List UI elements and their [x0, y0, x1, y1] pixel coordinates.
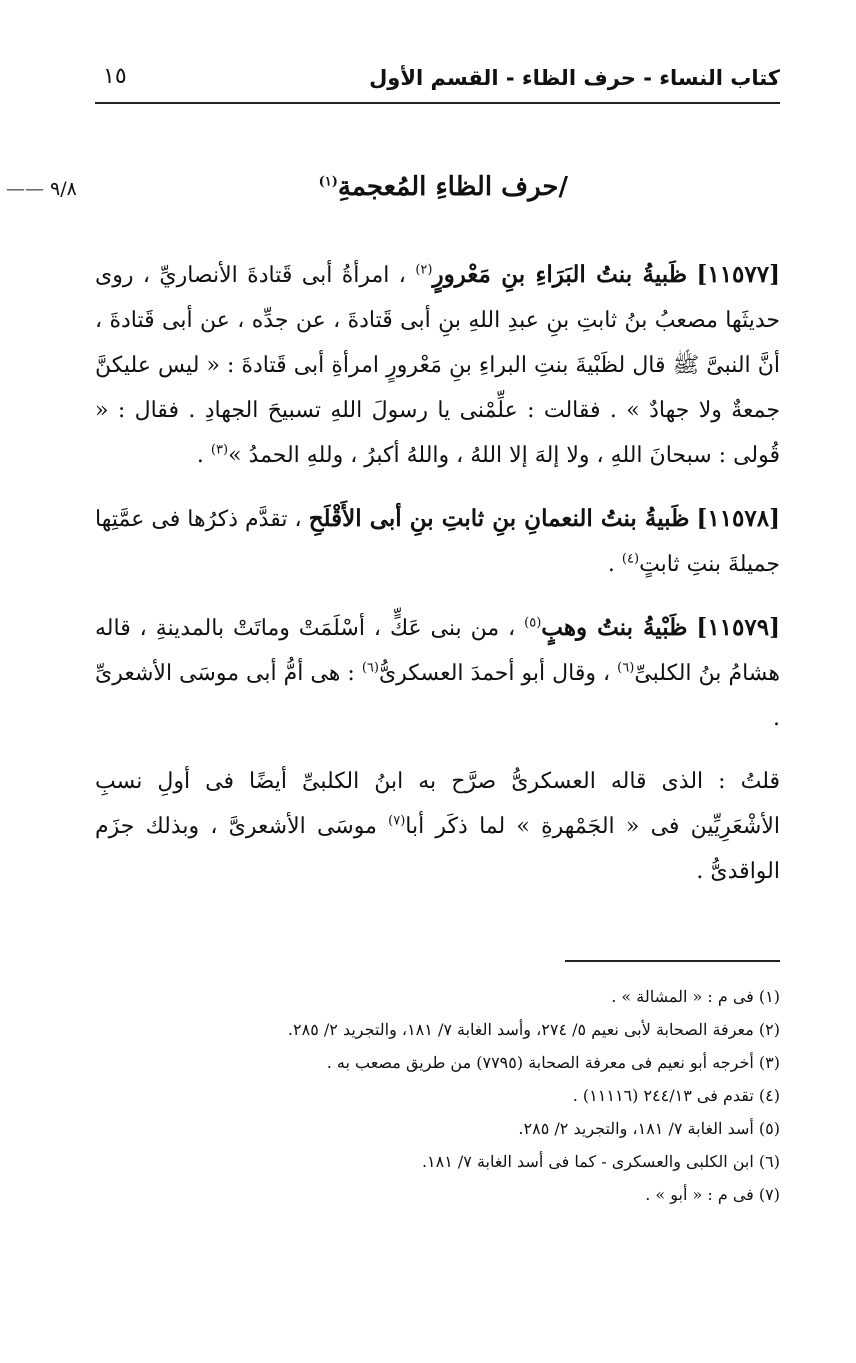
entry-name: ظَبيةُ بنتُ البَرَاءِ بنِ مَعْرورٍ [432, 261, 688, 288]
entry-number: [١١٥٧٧] [696, 261, 781, 288]
footnote-ref: (٧) [388, 813, 406, 829]
margin-dash: —— [6, 178, 44, 200]
footnote-item: (٦) ابن الكلبى والعسكرى - كما فى أسد الغابة ٧/ ١٨١. [421, 1152, 780, 1171]
page-number: ١٥ [103, 64, 127, 89]
entry-text: ، تقدَّم ذكرُها فى عمَّتِها جميلةَ بنتِ ثابتٍ [95, 507, 780, 577]
footnote-item: (٥) أسد الغابة ٧/ ١٨١، والتجريد ٢/ ٢٨٥. [518, 1119, 780, 1138]
footnote-item: (٧) فى م : « أبو » . [645, 1185, 780, 1204]
section-heading-text: /حرف الظاءِ المُعجمةِ [337, 172, 568, 202]
footnote-ref: (١) [318, 174, 338, 190]
entry-number: [١١٥٧٨] [696, 505, 781, 532]
comment-text: قلتُ : الذى قاله العسكرىُّ صرَّح به ابنُ الكلبىِّ أيضًا فى أولِ نسبِ الأشْعَرِيِّين فى « الجَمْهرةِ » لما ذكَر أبا [95, 769, 780, 839]
entry-text: ، وقال أبو أحمدَ العسكرىُّ [378, 661, 611, 686]
footnote-separator [565, 960, 780, 962]
entry-name: ظَبيةُ بنتُ النعمانِ بنِ ثابتِ بنِ أبى الأَقْلَحِ [308, 505, 690, 532]
entry-number: [١١٥٧٩] [696, 614, 780, 641]
footnote-item: (٢) معرفة الصحابة لأبى نعيم ٥/ ٢٧٤، وأسد الغابة ٧/ ١٨١، والتجريد ٢/ ٢٨٥. [287, 1020, 780, 1039]
footnote-ref: (٢) [415, 262, 433, 278]
main-text [95, 252, 780, 912]
comment-text-end: موسَى الأشعرىَّ ، وبذلك جزَم الواقدىُّ . [95, 814, 780, 884]
entry-text-end: . [196, 443, 211, 468]
margin-volume-reference: ٩/٨ [50, 178, 77, 200]
entry-text: ، امرأةُ أبى قَتادةَ الأنصاريِّ ، روى حديثَها مصعبُ بنُ ثابتِ بنِ عبدِ اللهِ بنِ أبى قَتادةَ ، عن جدِّه ، عن أبى قَتادةَ ، أنَّ النبىَّ ﷺ قال لظَبْيةَ بنتِ البراءِ بنِ مَعْرورٍ امرأةِ أبى قَتادةَ : « ليس عليكنَّ جمعةٌ ولا جهادٌ » . فقالت : علِّمْنى يا رسولَ اللهِ تسبيحَ الجهادِ . فقال : « قُولى : سبحانَ اللهِ ، ولا إلهَ إلا اللهُ ، واللهُ أكبرُ ، وللهِ الحمدُ » [95, 263, 780, 468]
entry-11579 [95, 605, 780, 741]
page-header [95, 60, 780, 104]
footnote-item: (٣) أخرجه أبو نعيم فى معرفة الصحابة (٧٧٩٥) من طريق مصعب به . [326, 1053, 780, 1072]
margin-note [6, 178, 77, 200]
footnote-item: (٤) تقدم فى ٢٤٤/١٣ (١١١١٦) . [572, 1086, 780, 1105]
section-heading [319, 172, 568, 202]
footnote-ref: (٦) [617, 660, 635, 676]
footnote-ref: (٤) [621, 551, 640, 567]
footnote-ref: (٦) [361, 660, 379, 676]
running-title: كتاب النساء - حرف الظاء - القسم الأول [369, 66, 780, 90]
footnotes [110, 980, 780, 1211]
entry-name: ظَبْيةُ بنتُ وهبٍ [541, 614, 688, 641]
entry-text: ، من بنى عَكٍّ ، أسْلَمَتْ وماتَتْ بالمدينةِ ، قاله هشامُ بنُ الكلبىِّ [95, 616, 781, 686]
editor-comment [95, 759, 780, 894]
footnote-ref: (٣) [210, 442, 229, 458]
entry-text-end: . [607, 552, 622, 577]
entry-11577 [95, 252, 780, 478]
footnote-ref: (٥) [524, 615, 542, 631]
footnote-item: (١) فى م : « المشالة » . [611, 987, 780, 1006]
entry-text-end: : هى أمُّ أبى موسَى الأشعرىِّ . [95, 661, 780, 731]
entry-11578 [95, 496, 780, 587]
